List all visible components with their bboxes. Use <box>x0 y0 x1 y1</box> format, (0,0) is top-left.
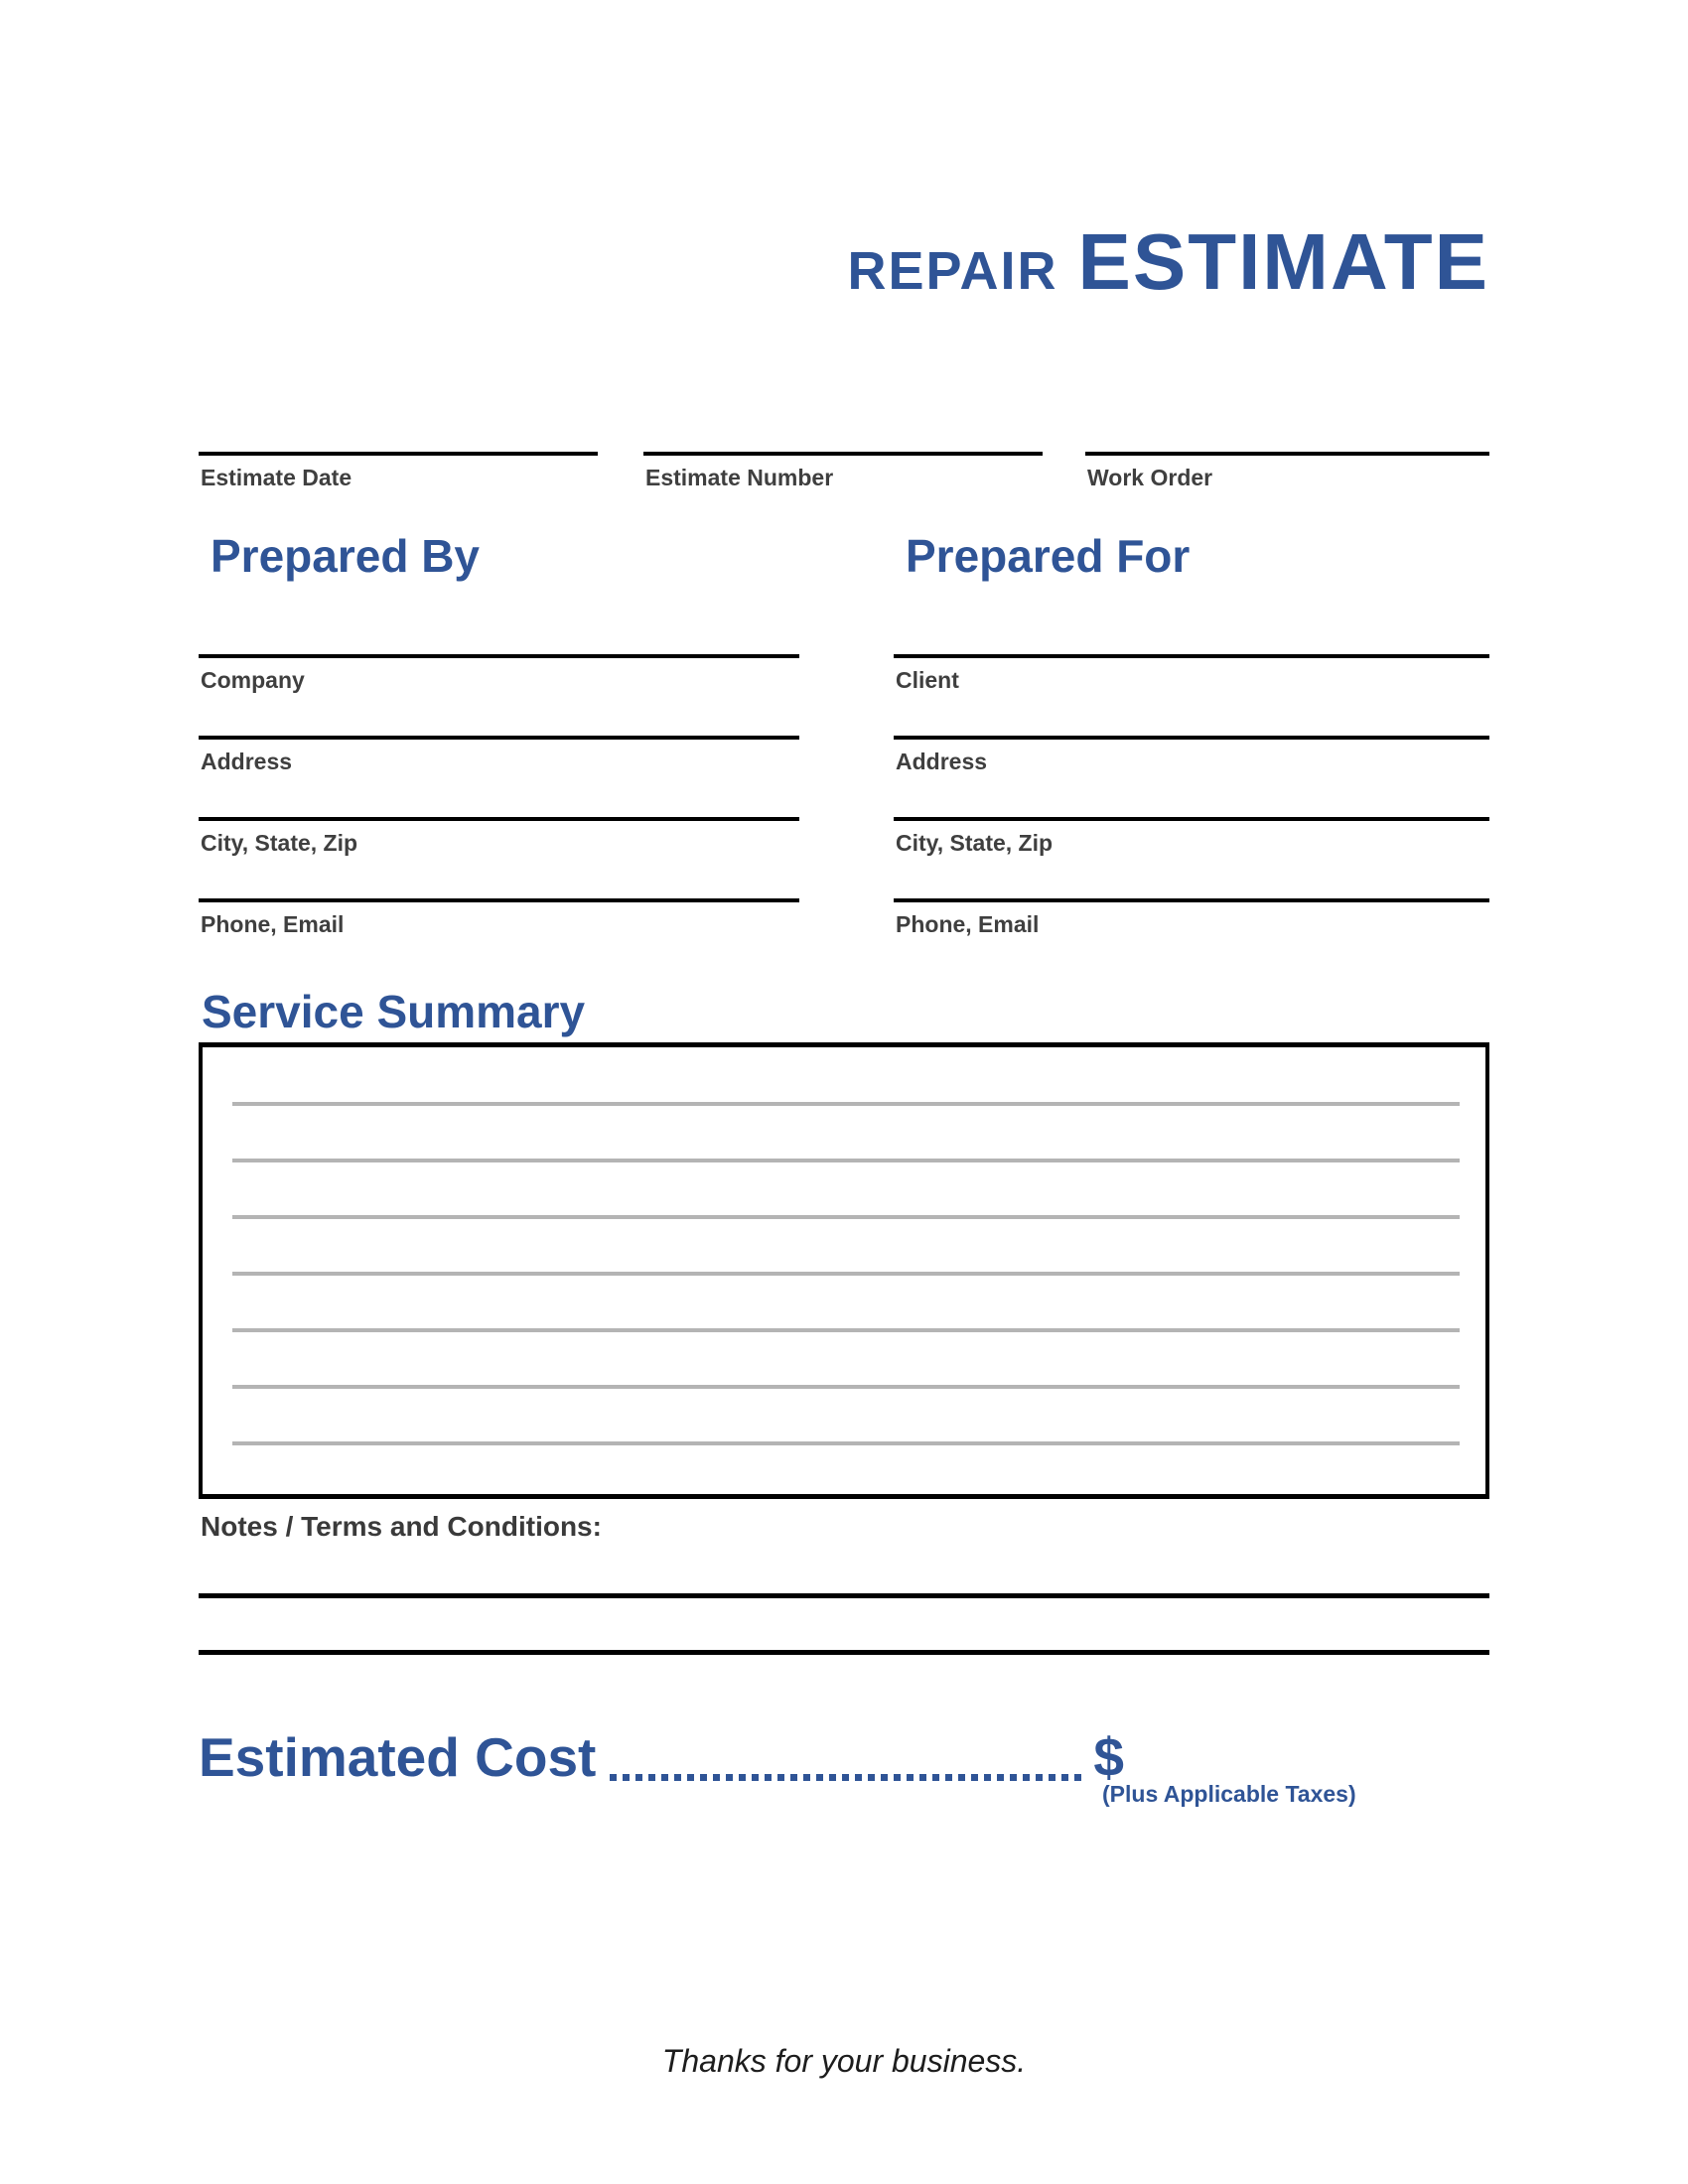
prepared-by-phone-email-label: Phone, Email <box>201 911 345 937</box>
prepared-by-city-state-zip-field[interactable] <box>199 817 799 857</box>
prepared-by-company-field[interactable] <box>199 654 799 694</box>
service-summary-box[interactable] <box>199 1042 1489 1499</box>
estimated-cost-row <box>199 1725 1124 1789</box>
work-order-label: Work Order <box>1087 465 1213 490</box>
notes-write-line-1[interactable] <box>199 1593 1489 1598</box>
tax-note: (Plus Applicable Taxes) <box>1102 1781 1356 1807</box>
service-summary-ruled-line <box>232 1159 1460 1162</box>
prepared-for-city-state-zip-field[interactable] <box>894 817 1489 857</box>
work-order-field[interactable] <box>1085 452 1489 491</box>
estimate-date-field[interactable] <box>199 452 598 491</box>
dotted-leader <box>610 1774 1085 1781</box>
prepared-for-client-field[interactable] <box>894 654 1489 694</box>
notes-write-line-2[interactable] <box>199 1650 1489 1655</box>
prepared-by-address-label: Address <box>201 749 293 774</box>
prepared-for-heading: Prepared For <box>906 530 1191 582</box>
prepared-by-heading: Prepared By <box>211 530 481 582</box>
estimate-number-label: Estimate Number <box>645 465 834 490</box>
service-summary-heading: Service Summary <box>202 986 586 1037</box>
prepared-for-address-label: Address <box>896 749 988 774</box>
service-summary-ruled-line <box>232 1441 1460 1445</box>
prepared-by-city-state-zip-label: City, State, Zip <box>201 830 358 856</box>
footer-message: Thanks for your business. <box>661 2043 1027 2079</box>
title-main: ESTIMATE <box>1077 217 1489 306</box>
service-summary-ruled-line <box>232 1215 1460 1219</box>
prepared-for-phone-email-label: Phone, Email <box>896 911 1040 937</box>
prepared-for-phone-email-field[interactable] <box>894 898 1489 938</box>
service-summary-ruled-line <box>232 1272 1460 1276</box>
title-prefix: REPAIR <box>847 241 1058 301</box>
prepared-for-city-state-zip-label: City, State, Zip <box>896 830 1054 856</box>
prepared-by-address-field[interactable] <box>199 736 799 775</box>
service-summary-ruled-line <box>232 1102 1460 1106</box>
estimate-number-field[interactable] <box>643 452 1043 491</box>
estimated-cost-label: Estimated Cost <box>199 1726 597 1788</box>
estimate-date-label: Estimate Date <box>201 465 352 490</box>
prepared-by-phone-email-field[interactable] <box>199 898 799 938</box>
notes-terms-label: Notes / Terms and Conditions: <box>201 1511 602 1542</box>
prepared-by-company-label: Company <box>201 667 305 693</box>
service-summary-ruled-line <box>232 1385 1460 1389</box>
prepared-for-client-label: Client <box>896 667 959 693</box>
currency-symbol: $ <box>1093 1726 1124 1788</box>
page-title <box>847 216 1489 308</box>
prepared-for-address-field[interactable] <box>894 736 1489 775</box>
service-summary-ruled-line <box>232 1328 1460 1332</box>
